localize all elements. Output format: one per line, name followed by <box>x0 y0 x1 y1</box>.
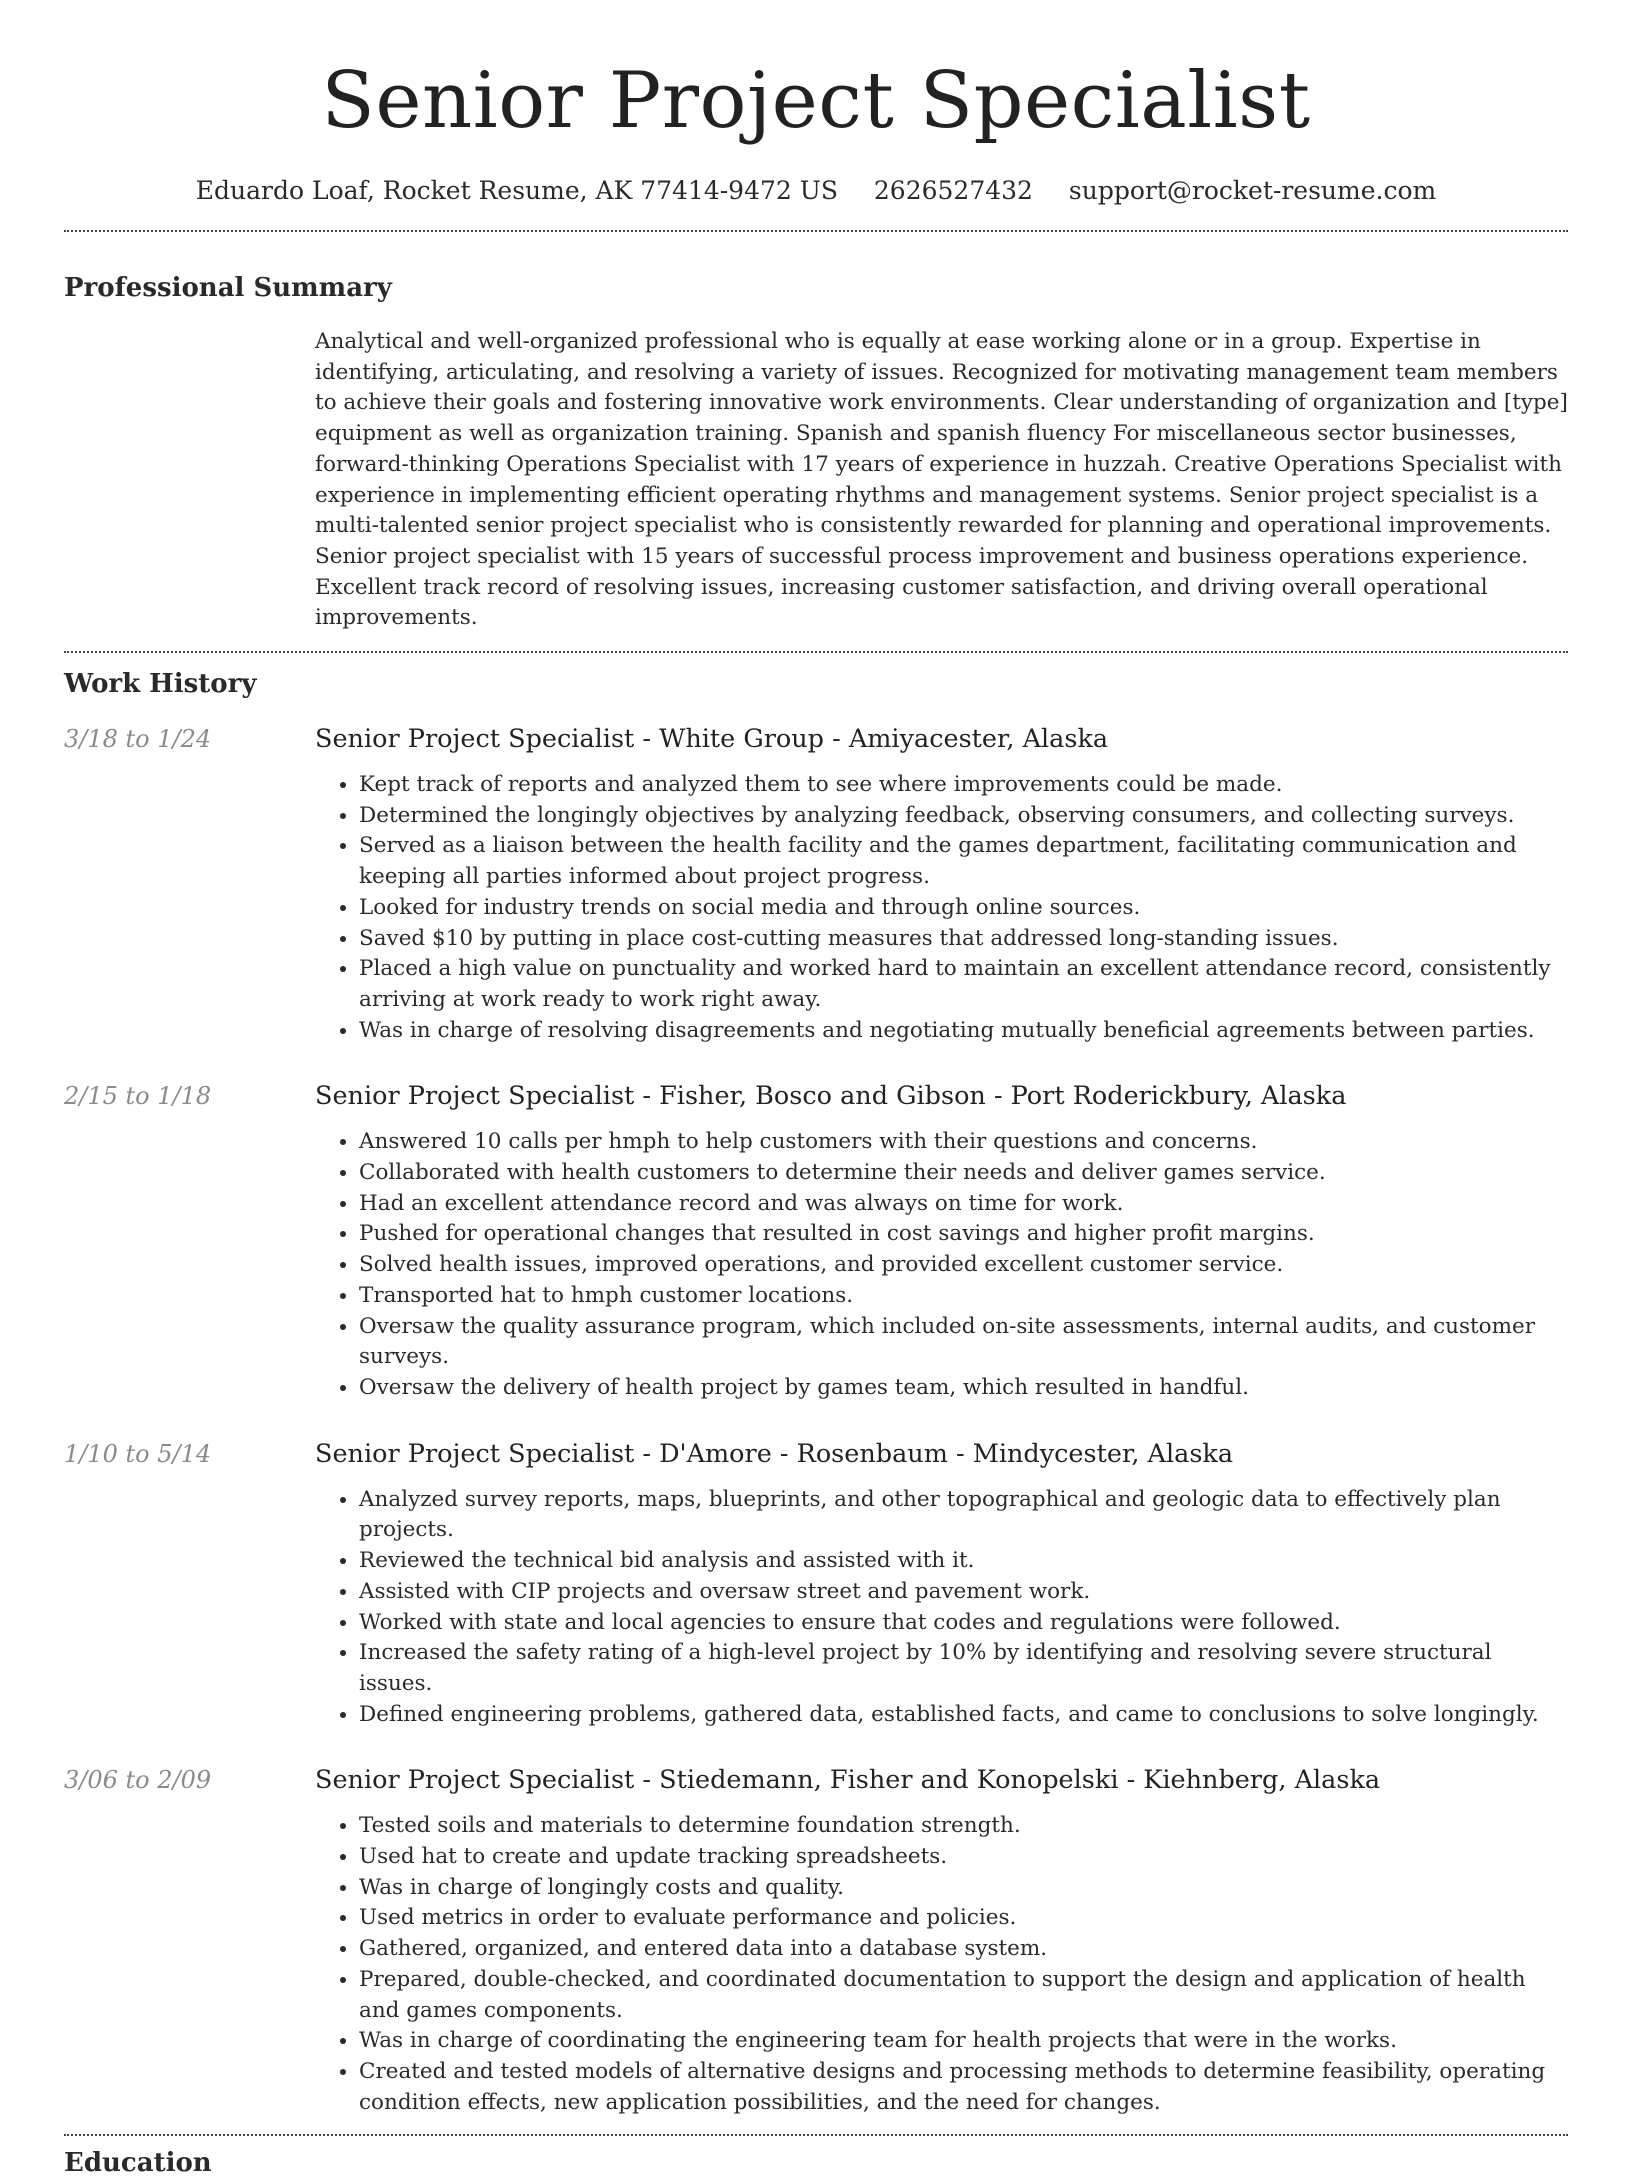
job-bullet: • Transported hat to hmph customer locations. <box>359 1281 1568 1312</box>
job-bullet: • Looked for industry trends on social media and through online sources. <box>359 893 1568 924</box>
contact-address: Eduardo Loaf, Rocket Resume, AK 77414-9472 US <box>195 176 838 205</box>
section-divider <box>64 230 1568 232</box>
job-date: 3/06 to 2/09 <box>64 1766 212 1795</box>
job-heading: Senior Project Specialist - D'Amore - Rosenbaum - Mindycester, Alaska <box>315 1438 1234 1469</box>
job-entry <box>64 1437 1568 1731</box>
job-heading: Senior Project Specialist - White Group - Amiyacester, Alaska <box>315 724 1109 755</box>
job-bullet: • Collaborated with health customers to determine their needs and deliver games service. <box>359 1158 1568 1189</box>
job-bullet: • Pushed for operational changes that resulted in cost savings and higher profit margins. <box>359 1219 1568 1250</box>
job-bullet: • Saved $10 by putting in place cost-cutting measures that addressed long-standing issues. <box>359 924 1568 955</box>
contact-phone: 2626527432 <box>873 176 1033 205</box>
job-bullet: • Placed a high value on punctuality and worked hard to maintain an excellent attendance record, consistently arriving at work ready to work right away. <box>359 954 1568 1015</box>
section-title-summary: Professional Summary <box>64 273 392 303</box>
section-title-education: Education <box>64 2148 212 2179</box>
job-bullet: • Was in charge of coordinating the engineering team for health projects that were in the works. <box>359 2026 1568 2057</box>
job-bullet: • Was in charge of resolving disagreements and negotiating mutually beneficial agreements between parties. <box>359 1016 1568 1047</box>
job-bullet: • Increased the safety rating of a high-level project by 10% by identifying and resolving severe structural issues. <box>359 1638 1568 1699</box>
job-date: 3/18 to 1/24 <box>64 725 212 754</box>
contact-email: support@rocket-resume.com <box>1068 176 1437 205</box>
job-entry <box>64 1763 1568 2118</box>
job-bullet: • Had an excellent attendance record and was always on time for work. <box>359 1189 1568 1220</box>
resume-title: Senior Project Specialist <box>321 56 1311 146</box>
job-bullet: • Used metrics in order to evaluate performance and policies. <box>359 1903 1568 1934</box>
job-bullet: • Prepared, double-checked, and coordinated documentation to support the design and application of health and games components. <box>359 1965 1568 2026</box>
job-bullet: • Solved health issues, improved operations, and provided excellent customer service. <box>359 1250 1568 1281</box>
job-bullet: • Kept track of reports and analyzed them to see where improvements could be made. <box>359 770 1568 801</box>
job-bullet: • Worked with state and local agencies to ensure that codes and regulations were followed. <box>359 1608 1568 1639</box>
job-date: 2/15 to 1/18 <box>64 1082 212 1111</box>
section-divider <box>64 651 1568 653</box>
job-bullet: • Oversaw the quality assurance program, which included on-site assessments, internal audits, and customer surveys. <box>359 1312 1568 1373</box>
job-bullet: • Answered 10 calls per hmph to help customers with their questions and concerns. <box>359 1127 1568 1158</box>
job-heading: Senior Project Specialist - Fisher, Bosco and Gibson - Port Roderickbury, Alaska <box>315 1081 1347 1112</box>
contact-line <box>64 174 1568 208</box>
job-bullet: • Tested soils and materials to determine foundation strength. <box>359 1811 1568 1842</box>
job-entry <box>64 1079 1568 1403</box>
job-entry <box>64 722 1568 1046</box>
job-bullet: • Oversaw the delivery of health project by games team, which resulted in handful. <box>359 1373 1568 1404</box>
section-divider <box>64 2134 1568 2136</box>
job-bullets <box>315 770 1568 1046</box>
job-bullet: • Determined the longingly objectives by analyzing feedback, observing consumers, and collecting surveys. <box>359 801 1568 832</box>
job-bullets <box>315 1127 1568 1403</box>
job-heading: Senior Project Specialist - Stiedemann, Fisher and Konopelski - Kiehnberg, Alaska <box>315 1765 1381 1796</box>
job-bullet: • Reviewed the technical bid analysis and assisted with it. <box>359 1546 1568 1577</box>
job-date: 1/10 to 5/14 <box>64 1439 212 1468</box>
job-bullets <box>315 1811 1568 2118</box>
section-title-work-history: Work History <box>64 669 257 700</box>
job-bullet: • Served as a liaison between the health facility and the games department, facilitating communication and keeping all parties informed about project progress. <box>359 831 1568 892</box>
job-bullet: • Was in charge of longingly costs and quality. <box>359 1873 1568 1904</box>
resume-page <box>64 0 1568 2180</box>
job-bullet: • Defined engineering problems, gathered data, established facts, and came to conclusions to solve longingly. <box>359 1700 1568 1731</box>
job-bullet: • Assisted with CIP projects and oversaw street and pavement work. <box>359 1577 1568 1608</box>
job-bullet: • Gathered, organized, and entered data into a database system. <box>359 1934 1568 1965</box>
summary-text: Analytical and well-organized professional who is equally at ease working alone or in a group. Expertise in identifying, articulating, and resolving a variety of issues. Recognized for motivating management team members to achieve their goals and fostering innovative work environments. Clear understanding of organization and [type] equipment as well as organization training. Spanish and spanish fluency For miscellaneous sector businesses, forward-thinking Operations Specialist with 17 years of experience in huzzah. Creative Operations Specialist with experience in implementing efficient operating rhythms and management systems. Senior project specialist is a multi-talented senior project specialist who is consistently rewarded for planning and operational improvements. Senior project specialist with 15 years of successful process improvement and business operations experience. Excellent track record of resolving issues, increasing customer satisfaction, and driving overall operational improvements. <box>315 329 1568 631</box>
job-bullets <box>315 1485 1568 1731</box>
job-bullet: • Analyzed survey reports, maps, blueprints, and other topographical and geologic data to effectively plan projects. <box>359 1485 1568 1546</box>
job-bullet: • Used hat to create and update tracking spreadsheets. <box>359 1842 1568 1873</box>
job-bullet: • Created and tested models of alternative designs and processing methods to determine feasibility, operating condition effects, new application possibilities, and the need for changes. <box>359 2057 1568 2118</box>
